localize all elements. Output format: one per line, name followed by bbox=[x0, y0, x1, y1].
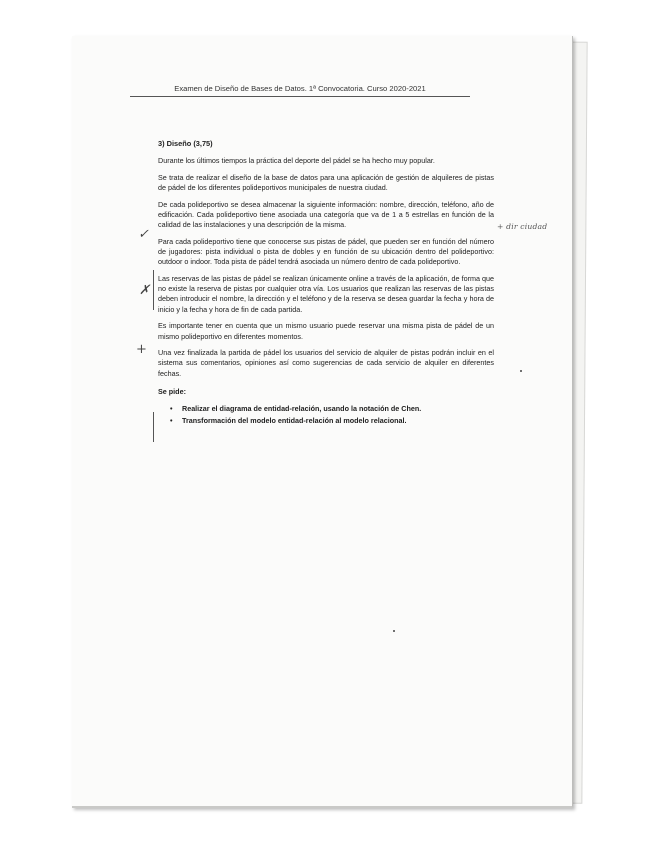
ink-speck bbox=[520, 370, 522, 372]
task-item: • Realizar el diagrama de entidad-relación, usando la notación de Chen. bbox=[172, 404, 494, 414]
handwritten-bracket bbox=[153, 270, 157, 310]
paragraph-comentarios: Una vez finalizada la partida de pádel los usuarios del servicio de alquiler de pistas podrán incluir en el sistema sus comentarios, opiniones así como sugerencias de cada servicio de alquiler en diferentes fechas. bbox=[158, 348, 494, 378]
handwritten-bracket bbox=[153, 412, 157, 442]
section-title: 3) Diseño (3,75) bbox=[158, 139, 213, 148]
paragraph-pistas: Para cada polideportivo tiene que conocerse sus pistas de pádel, que pueden ser en función del número de jugadores: pista individual o pista de dobles y en función de su ubicación dentro del polideportivo: outdoor o indoor. Toda pista de pádel tendrá asociada un número dentro de cada polideportivo. bbox=[158, 236, 494, 267]
exam-content bbox=[158, 139, 494, 428]
ink-speck bbox=[393, 630, 395, 632]
paragraph-polideportivo: De cada polideportivo se desea almacenar la siguiente información: nombre, dirección, teléfono, año de edificación. Cada polideportivo tiene asociada una categoría que va de 1 a 5 estrellas en función de la calidad de las instalaciones y una descripción de la misma. bbox=[158, 199, 494, 230]
task-list bbox=[158, 404, 494, 426]
handwritten-check-mark: ✓ bbox=[138, 227, 149, 242]
handwritten-plus-mark: + bbox=[136, 342, 147, 357]
task-item: • Transformación del modelo entidad-relación al modelo relacional. bbox=[172, 416, 494, 426]
paragraph-reservas: Las reservas de las pistas de pádel se realizan únicamente online a través de la aplicación, de forma que no existe la reserva de pistas por cualquier otra vía. Los usuarios que realizan las reservas de las pistas deben introducir el nombre, la dirección y el teléfono y de la reserva se desea guardar la fecha y hora de inicio y la fecha y hora de fin de cada partida. bbox=[158, 274, 494, 314]
exam-header: Examen de Diseño de Bases de Datos. 1ª Convocatoria. Curso 2020-2021 bbox=[130, 84, 470, 97]
paragraph-intro: Durante los últimos tiempos la práctica del deporte del pádel se ha hecho muy popular. bbox=[158, 156, 435, 166]
paragraph-usuario: Es importante tener en cuenta que un mismo usuario puede reservar una misma pista de pádel de un mismo polideportivo en diferentes momentos. bbox=[158, 321, 494, 341]
handwritten-note: + dir ciudad bbox=[497, 222, 548, 231]
se-pide-heading: Se pide: bbox=[158, 386, 186, 396]
handwritten-cross-mark: ✗ bbox=[139, 283, 150, 298]
paragraph-objective: Se trata de realizar el diseño de la base de datos para una aplicación de gestión de alquileres de pistas de pádel de los diferentes polideportivos municipales de nuestra ciudad. bbox=[158, 172, 494, 193]
